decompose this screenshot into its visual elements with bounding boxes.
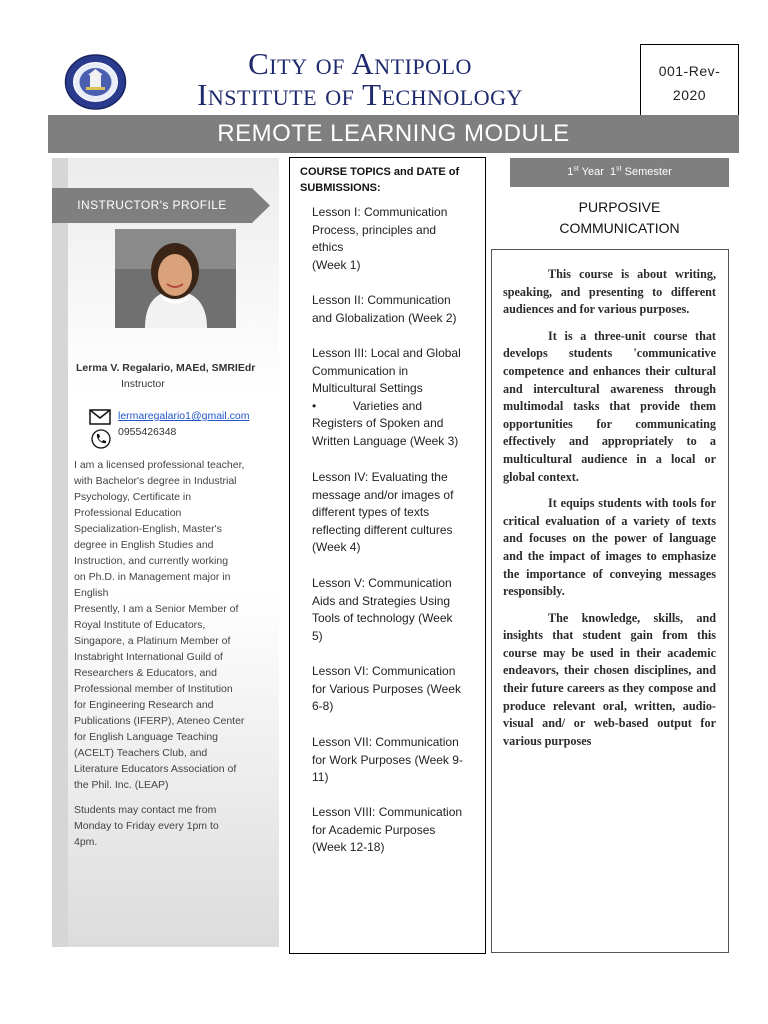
bio-line: Psychology, Certificate in	[74, 491, 192, 503]
instructor-photo	[115, 229, 236, 328]
year-word: Year	[581, 166, 604, 178]
course-topics-heading-line2: SUBMISSIONS:	[300, 182, 381, 194]
year-suffix: st	[573, 165, 579, 173]
contact-line: 4pm.	[74, 836, 98, 848]
contact-line: Monday to Friday every 1pm to	[74, 820, 219, 832]
course-title-line1: PURPOSIVE	[578, 199, 661, 215]
bio-line: Publications (IFERP), Ateneo Center	[74, 715, 245, 727]
module-banner: REMOTE LEARNING MODULE	[48, 115, 739, 153]
instructor-bio	[74, 457, 270, 793]
mail-icon	[89, 409, 111, 425]
description-paragraph: The knowledge, skills, and insights that student gain from this course may be used in their academic endeavors, their chosen disciplines, and their future careers as they compose and produce relevant oral, written, audio-visual and/ or web-based output for various purposes	[503, 610, 716, 748]
lesson-line: for Various Purposes (Week	[312, 681, 461, 696]
phone-icon	[91, 429, 111, 449]
description-paragraph: It equips students with tools for critical evaluation of a variety of texts and focuses on the power of language and the impact of images to emphasize the importance of conveying messages responsibly.	[503, 496, 716, 599]
revision-box	[640, 44, 739, 116]
contact-hours-note	[74, 802, 270, 850]
bio-line: for Engineering Research and	[74, 699, 214, 711]
lesson-line: Lesson VI: Communication	[312, 664, 456, 678]
lesson-line: Communication in	[312, 363, 409, 378]
lesson-line: and Globalization (Week 2)	[312, 310, 457, 325]
lesson-line: Lesson VIII: Communication	[312, 805, 463, 819]
bio-line: Specialization-English, Master's	[74, 523, 222, 535]
course-title	[510, 197, 729, 239]
instructor-profile-tag	[52, 188, 270, 223]
lesson-line: ethics	[312, 240, 344, 254]
semester-label	[510, 158, 729, 187]
lesson-item-3	[312, 345, 480, 450]
bio-line: Instruction, and currently working	[74, 555, 229, 567]
lesson-line: (Week 1)	[312, 257, 361, 272]
lesson-line: for Academic Purposes	[312, 822, 436, 837]
lesson-line: 5)	[312, 628, 323, 643]
institute-title-line2: Institute of Technology	[197, 77, 523, 112]
bio-line: English	[74, 587, 109, 599]
bio-line: Professional member of Institution	[74, 683, 233, 695]
bio-line: Presently, I am a Senior Member of	[74, 603, 239, 615]
lesson-item-1	[312, 204, 480, 274]
lesson-line: Lesson III: Local and Global	[312, 346, 461, 360]
lesson-line: Tools of technology (Week	[312, 611, 453, 625]
course-topics-panel	[289, 157, 486, 954]
year-number: 1	[567, 166, 574, 178]
bio-line: on Ph.D. in Management major in	[74, 571, 231, 583]
instructor-role: Instructor	[121, 378, 165, 390]
semester-number: 1	[610, 166, 617, 178]
lesson-item-8	[312, 804, 480, 857]
lesson-line: Multicultural Settings	[312, 381, 423, 395]
contact-line: Students may contact me from	[74, 804, 217, 816]
bio-line: Literature Educators Association of	[74, 763, 237, 775]
semester-suffix: st	[616, 165, 622, 173]
bio-line: Singapore, a Platinum Member of	[74, 635, 231, 647]
bio-line: Instabright International Guild of	[74, 651, 223, 663]
lesson-line: Lesson V: Communication	[312, 576, 452, 590]
lesson-line: Process, principles and	[312, 222, 437, 237]
bio-line: Royal Institute of Educators,	[74, 619, 206, 631]
bio-line: I am a licensed professional teacher,	[74, 459, 245, 471]
lesson-line: reflecting different cultures	[312, 522, 453, 537]
school-seal-logo	[64, 54, 127, 110]
lesson-line: • Varieties and	[312, 398, 423, 413]
instructor-name: Lerma V. Regalario, MAEd, SMRIEdr	[76, 362, 256, 374]
lesson-line: message and/or images of	[312, 487, 454, 502]
course-topics-heading	[300, 164, 475, 196]
lesson-item-7	[312, 734, 480, 787]
lesson-item-4	[312, 469, 480, 557]
institute-title	[150, 48, 570, 110]
lesson-line: Written Language (Week 3)	[312, 433, 459, 448]
lesson-line: Registers of Spoken and	[312, 416, 444, 430]
lesson-line: (Week 12-18)	[312, 840, 385, 854]
course-topics-heading-line1: COURSE TOPICS and DATE of	[300, 166, 460, 178]
bio-line: degree in English Studies and	[74, 539, 214, 551]
lesson-line: different types of texts	[312, 505, 430, 519]
bio-line: (ACELT) Teachers Club, and	[74, 747, 208, 759]
bio-line: Professional Education	[74, 507, 182, 519]
bio-line: Researchers & Educators, and	[74, 667, 217, 679]
revision-line2: 2020	[672, 87, 707, 103]
lesson-item-2	[312, 292, 480, 327]
bio-line: with Bachelor's degree in Industrial	[74, 475, 237, 487]
bio-line: for English Language Teaching	[74, 731, 219, 743]
description-paragraph: It is a three-unit course that develops students 'communicative competence and enhances their cultural and intercultural awareness through multimodal tasks that provide them opportunities for communicating effectively and appropriately to a multicultural audience in a local or global context.	[503, 328, 716, 484]
bio-line: the Phil. Inc. (LEAP)	[74, 779, 169, 791]
lesson-line: Lesson I: Communication	[312, 205, 448, 219]
lesson-line: Lesson IV: Evaluating the	[312, 470, 448, 484]
instructor-profile-label: INSTRUCTOR's PROFILE	[77, 198, 227, 212]
lesson-item-6	[312, 663, 480, 716]
course-title-line2: COMMUNICATION	[559, 220, 680, 236]
lesson-line: Lesson II: Communication	[312, 293, 451, 307]
lesson-line: Lesson VII: Communication	[312, 735, 459, 749]
revision-line1: 001-Rev-	[658, 63, 721, 79]
instructor-phone: 0955426348	[118, 426, 177, 438]
course-description-box	[491, 249, 729, 953]
lesson-item-5	[312, 575, 480, 645]
semester-word: Semester	[624, 166, 672, 178]
lesson-line: Aids and Strategies Using	[312, 593, 451, 608]
institute-title-line1: City of Antipolo	[248, 46, 472, 81]
lesson-line: for Work Purposes (Week 9-	[312, 752, 463, 767]
sidebar-stripe	[52, 158, 68, 947]
lesson-line: (Week 4)	[312, 540, 361, 554]
description-paragraph: This course is about writing, speaking, and presenting to different audiences and for various purposes.	[503, 267, 716, 317]
lesson-line: 11)	[312, 770, 329, 784]
lesson-line: 6-8)	[312, 699, 334, 713]
instructor-email-link[interactable]: lermaregalario1@gmail.com	[118, 410, 250, 422]
